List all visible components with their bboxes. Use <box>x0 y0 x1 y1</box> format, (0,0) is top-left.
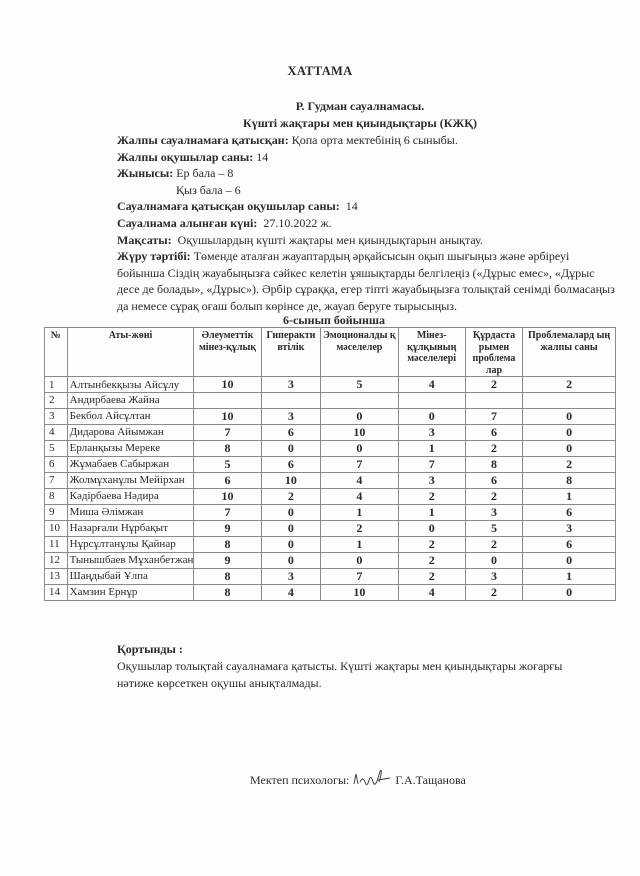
header-emotional-problems: Эмоционалды қ мәселелер <box>321 328 398 377</box>
score-social-behavior: 5 <box>194 456 261 472</box>
conclusion-section <box>117 641 597 692</box>
score-peer-problems: 3 <box>465 504 522 520</box>
score-hyperactivity: 6 <box>261 424 321 440</box>
header-conduct-problems: Мінез-құлқының мәселелері <box>398 328 465 377</box>
survey-subtitle: Күшті жақтары мен қиындықтары (КЖҚ) <box>243 116 477 130</box>
table-row <box>45 440 616 456</box>
total-students-value: 14 <box>256 149 269 164</box>
score-emotional-problems: 10 <box>321 424 398 440</box>
row-number: 10 <box>45 520 68 536</box>
signature-line <box>250 770 466 788</box>
score-hyperactivity: 0 <box>261 504 321 520</box>
score-social-behavior: 6 <box>194 472 261 488</box>
score-hyperactivity: 6 <box>261 456 321 472</box>
table-row <box>45 552 616 568</box>
score-conduct-problems: 7 <box>398 456 465 472</box>
table-row <box>45 472 616 488</box>
score-emotional-problems: 0 <box>321 552 398 568</box>
row-number: 3 <box>45 408 68 424</box>
score-total-problems: 0 <box>523 552 616 568</box>
student-name: Алтынбекқызы Айсұлу <box>67 377 194 393</box>
score-total-problems: 0 <box>523 584 616 600</box>
score-hyperactivity <box>261 393 321 409</box>
score-conduct-problems: 2 <box>398 536 465 552</box>
score-conduct-problems: 1 <box>398 504 465 520</box>
table-caption: 6-сынып бойынша <box>282 313 386 327</box>
score-social-behavior: 10 <box>194 377 261 393</box>
row-number: 4 <box>45 424 68 440</box>
score-hyperactivity: 3 <box>261 408 321 424</box>
score-total-problems: 1 <box>523 488 616 504</box>
handwritten-signature-icon <box>352 770 392 788</box>
date-row <box>117 215 617 232</box>
header-number: № <box>45 328 68 377</box>
row-number: 6 <box>45 456 68 472</box>
score-conduct-problems: 2 <box>398 552 465 568</box>
row-number: 12 <box>45 552 68 568</box>
document-title: ХАТТАМА <box>287 64 353 78</box>
table-row <box>45 536 616 552</box>
goal-row <box>117 232 617 249</box>
student-name: Дидарова Айымжан <box>67 424 194 440</box>
header-peer-problems: Құрдаста рымен проблема лар <box>465 328 522 377</box>
participants-label: Жалпы сауалнамаға қатысқан: <box>117 133 289 147</box>
table-row <box>45 393 616 409</box>
score-social-behavior: 8 <box>194 440 261 456</box>
results-table <box>44 327 616 601</box>
score-social-behavior: 8 <box>194 584 261 600</box>
score-conduct-problems: 0 <box>398 408 465 424</box>
score-social-behavior: 9 <box>194 552 261 568</box>
participants-value: Қопа орта мектебінің 6 сыныбы. <box>291 133 458 147</box>
score-total-problems: 8 <box>523 472 616 488</box>
table-header-row <box>45 328 616 377</box>
table-row <box>45 584 616 600</box>
score-emotional-problems: 7 <box>321 456 398 472</box>
score-peer-problems <box>465 393 522 409</box>
survey-name: Р. Гудман сауалнамасы. <box>295 99 425 113</box>
goal-value: Оқушылардың күшті жақтары мен қиындықтарын анықтау. <box>177 232 483 247</box>
table-row <box>45 520 616 536</box>
conclusion-label: Қортынды : <box>117 642 183 656</box>
row-number: 13 <box>45 568 68 584</box>
score-peer-problems: 2 <box>465 536 522 552</box>
row-number: 8 <box>45 488 68 504</box>
score-conduct-problems <box>398 393 465 409</box>
participants-row <box>117 132 617 149</box>
date-value: 27.10.2022 ж. <box>263 215 332 230</box>
score-conduct-problems: 1 <box>398 440 465 456</box>
procedure-paragraph <box>117 248 617 314</box>
score-social-behavior: 9 <box>194 520 261 536</box>
score-total-problems: 0 <box>523 440 616 456</box>
score-peer-problems: 2 <box>465 440 522 456</box>
score-social-behavior: 7 <box>194 504 261 520</box>
student-name: Жұмабаев Сабыржан <box>67 456 194 472</box>
score-hyperactivity: 2 <box>261 488 321 504</box>
score-emotional-problems: 1 <box>321 504 398 520</box>
score-hyperactivity: 10 <box>261 472 321 488</box>
score-peer-problems: 0 <box>465 552 522 568</box>
gender-label: Жынысы: <box>117 166 174 181</box>
row-number: 14 <box>45 584 68 600</box>
conclusion-text: Оқушылар толықтай сауалнамаға қатысты. Күшті жақтары мен қиындықтары жоғарғы нәтиже көрсеткен оқушы анықталмады. <box>117 659 563 690</box>
date-label: Сауалнама алынған күні: <box>117 215 258 230</box>
student-name: Миша Әлімжан <box>67 504 194 520</box>
score-total-problems: 0 <box>523 424 616 440</box>
score-peer-problems: 2 <box>465 488 522 504</box>
score-peer-problems: 5 <box>465 520 522 536</box>
score-total-problems: 2 <box>523 377 616 393</box>
row-number: 2 <box>45 393 68 409</box>
student-name: Андирбаева Жайна <box>67 393 194 409</box>
row-number: 7 <box>45 472 68 488</box>
score-emotional-problems: 10 <box>321 584 398 600</box>
score-total-problems: 6 <box>523 504 616 520</box>
goal-label: Мақсаты: <box>117 232 172 247</box>
survey-info <box>117 132 617 315</box>
student-name: Жолмұханұлы Мейірхан <box>67 472 194 488</box>
student-name: Кәдірбаева Нәдира <box>67 488 194 504</box>
score-hyperactivity: 0 <box>261 440 321 456</box>
row-number: 9 <box>45 504 68 520</box>
score-peer-problems: 6 <box>465 472 522 488</box>
score-peer-problems: 2 <box>465 377 522 393</box>
surveyed-row <box>117 198 617 215</box>
header-name: Аты-жөні <box>67 328 194 377</box>
score-hyperactivity: 0 <box>261 536 321 552</box>
score-emotional-problems: 4 <box>321 472 398 488</box>
score-peer-problems: 7 <box>465 408 522 424</box>
table-row <box>45 488 616 504</box>
gender-row <box>117 165 617 182</box>
student-name: Нұрсұлтанұлы Қайнар <box>67 536 194 552</box>
score-hyperactivity: 0 <box>261 552 321 568</box>
row-number: 11 <box>45 536 68 552</box>
score-peer-problems: 6 <box>465 424 522 440</box>
table-row <box>45 504 616 520</box>
student-name: Хамзин Ернұр <box>67 584 194 600</box>
total-students-row <box>117 149 617 166</box>
header-social-behavior: Әлеуметтік мінез-құлық <box>194 328 261 377</box>
score-emotional-problems <box>321 393 398 409</box>
student-name: Ерланқызы Мереке <box>67 440 194 456</box>
girls-row <box>117 182 617 199</box>
score-hyperactivity: 3 <box>261 377 321 393</box>
surveyed-label: Сауалнамаға қатысқан оқушылар саны: <box>117 199 340 214</box>
score-emotional-problems: 1 <box>321 536 398 552</box>
header-total-problems: Проблемалард ың жалпы саны <box>523 328 616 377</box>
student-name: Тынышбаев Мұханбетжан <box>67 552 194 568</box>
score-total-problems: 6 <box>523 536 616 552</box>
score-total-problems <box>523 393 616 409</box>
score-emotional-problems: 7 <box>321 568 398 584</box>
student-name: Шаңдыбай Ұлпа <box>67 568 194 584</box>
score-peer-problems: 8 <box>465 456 522 472</box>
score-emotional-problems: 5 <box>321 377 398 393</box>
score-conduct-problems: 4 <box>398 377 465 393</box>
surveyed-value: 14 <box>345 199 358 214</box>
table-row <box>45 568 616 584</box>
girls-count: Қыз бала – 6 <box>176 182 241 197</box>
row-number: 5 <box>45 440 68 456</box>
score-total-problems: 1 <box>523 568 616 584</box>
student-name: Бекбол Айсұлтан <box>67 408 194 424</box>
score-social-behavior: 8 <box>194 536 261 552</box>
score-conduct-problems: 3 <box>398 424 465 440</box>
score-conduct-problems: 2 <box>398 568 465 584</box>
table-row <box>45 377 616 393</box>
signature-name: Г.А.Тащанова <box>395 773 466 787</box>
score-social-behavior: 7 <box>194 424 261 440</box>
header-hyperactivity: Гиперакти втілік <box>261 328 321 377</box>
score-social-behavior: 8 <box>194 568 261 584</box>
score-total-problems: 3 <box>523 520 616 536</box>
boys-count: Ер бала – 8 <box>176 166 234 181</box>
procedure-label: Жүру тәртібі: <box>117 249 191 264</box>
table-row <box>45 408 616 424</box>
procedure-value: Төменде аталған жауаптардың әрқайсысын оқып шығыңыз және әрбіреуі бойынша Сіздің жауабыңызға сәйкес келетін ұяшықтарды белгілеңіз («Дұрыс емес», «Дұрыс десе де болады», «Дұрыс»). Әрбір сұраққа, егер тіпті жауабыңызға толықтай сенімді болмасаңыз да немесе сұрақ оғаш болып көрінсе де, жауап беруге тырысыңыз. <box>117 249 615 313</box>
table-row <box>45 456 616 472</box>
score-conduct-problems: 4 <box>398 584 465 600</box>
score-emotional-problems: 2 <box>321 520 398 536</box>
score-peer-problems: 3 <box>465 568 522 584</box>
score-emotional-problems: 0 <box>321 440 398 456</box>
score-total-problems: 0 <box>523 408 616 424</box>
score-hyperactivity: 3 <box>261 568 321 584</box>
score-emotional-problems: 0 <box>321 408 398 424</box>
score-social-behavior: 10 <box>194 488 261 504</box>
score-conduct-problems: 2 <box>398 488 465 504</box>
score-hyperactivity: 4 <box>261 584 321 600</box>
score-conduct-problems: 0 <box>398 520 465 536</box>
student-name: Назарғали Нұрбақыт <box>67 520 194 536</box>
total-students-label: Жалпы оқушылар саны: <box>117 149 254 164</box>
score-total-problems: 2 <box>523 456 616 472</box>
score-peer-problems: 2 <box>465 584 522 600</box>
row-number: 1 <box>45 377 68 393</box>
score-conduct-problems: 3 <box>398 472 465 488</box>
table-row <box>45 424 616 440</box>
score-emotional-problems: 4 <box>321 488 398 504</box>
score-hyperactivity: 0 <box>261 520 321 536</box>
score-social-behavior: 10 <box>194 408 261 424</box>
score-social-behavior <box>194 393 261 409</box>
signature-role: Мектеп психологы: <box>250 773 350 787</box>
